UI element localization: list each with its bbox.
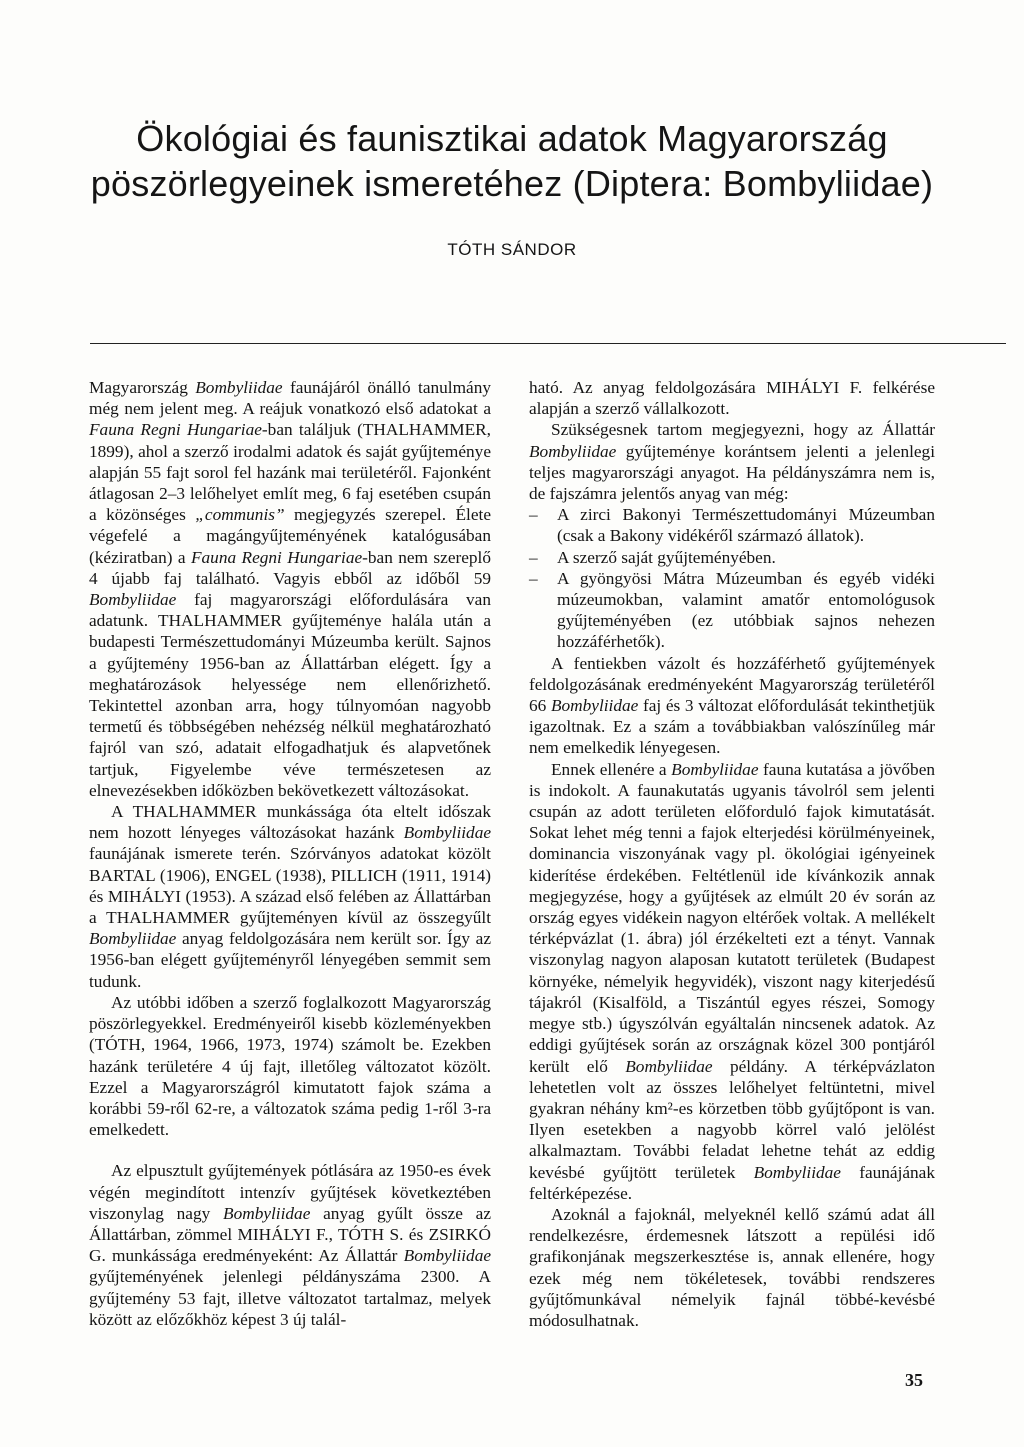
article-title	[0, 116, 1024, 206]
left-column	[89, 377, 491, 1330]
paragraph-3: Az utóbbi időben a szerző foglalkozott Magyarország pöszörlegyekkel. Eredményeiről kisebb közleményekben (TÓTH, 1964, 1966, 1973, 1974) számolt be. Ezekben hazánk területére 4 új fajt, illetőleg változatot közölt. Ezzel a Magyarországról kimutatott fajok száma a korábbi 59-ről 62-re, a változatok száma pedig 1-ről 3-ra emelkedett.	[89, 992, 491, 1140]
paragraph-2: A THALHAMMER munkássága óta eltelt időszak nem hozott lényeges változásokat hazánk Bombyliidae faunájának ismerete terén. Szórványos adatokat közölt BARTAL (1906), ENGEL (1938), PILLICH (1911, 1914) és MIHÁLYI (1953). A század első felében az Állattárban a THALHAMMER gyűjteményen kívül az összegyűlt Bombyliidae anyag feldolgozására nem került sor. Így az 1956-ban elégett gyűjteményről lényegében semmit sem tudunk.	[89, 802, 491, 991]
title-line-2: pöszörlegyeinek ismeretéhez (Diptera: Bombyliidae)	[90, 163, 934, 204]
paragraph-9: Azoknál a fajoknál, melyeknél kellő számú adat áll rendelkezésre, érdemesnek látszott a repülési idő grafikonjának megszerkesztése is, annak ellenére, hogy ezek még nem tökéletesek, további rendszeres gyűjtőmunkával némelyik fajnál többé-kevésbé módosulhatnak.	[529, 1204, 935, 1330]
list-item: – A szerző saját gyűjteményében.	[529, 547, 776, 567]
paragraph-7: A fentiekben vázolt és hozzáférhető gyűjtemények feldolgozásának eredményeként Magyarország területéről 66 Bombyliidae faj és 3 változat előfordulását tekinthetjük igazoltnak. Ez a szám a továbbiakban valószínűleg már nem emelkedik lényegesen.	[529, 653, 935, 758]
header-divider	[90, 343, 1006, 344]
paragraph-4: Az elpusztult gyűjtemények pótlására az 1950-es évek végén megindított intenzív gyűjtések következtében viszonylag nagy Bombyliidae anyag gyűlt össze az Állattárban, zömmel MIHÁLYI F., TÓTH S. és ZSIRKÓ G. munkássága eredményeként: Az Állattár Bombyliidae gyűjteményének jelenlegi példányszáma 2300. A gyűjtemény 53 fajt, illetve változatot tartalmaz, melyek között az előzőkhöz képest 3 új talál-	[89, 1161, 492, 1329]
list-item: – A gyöngyösi Mátra Múzeumban és egyéb vidéki múzeumokban, valamint amatőr entomológusok gyűjteményében (ez utóbbiak sajnos nehezen hozzáférhetők).	[529, 568, 935, 652]
page-number: 35	[905, 1370, 923, 1390]
collections-list	[529, 504, 935, 652]
paragraph-8: Ennek ellenére a Bombyliidae fauna kutatása a jövőben is indokolt. A faunakutatás ugyanis távolról sem jelenti csupán az adott területen előforduló fajok kimutatását. Sokat lehet még tenni a fajok elterjedési körülményeinek, dominancia viszonyának vagy pl. ökológiai igényeinek kiderítése érdekében. Feltétlenül ide kívánkozik annak megjegyzése, hogy a gyűjtések az elmúlt 20 év során az ország egyes vidékein nagyon eltérőek voltak. A mellékelt térképvázlat (1. ábra) jól érzékelteti ezt a tényt. Vannak viszonylag nagyon alaposan kutatott területek (Budapest környéke, némelyik hegyvidék), viszont nagy kiterjedésű tájakról (Kisalföld, a Tiszántúl egyes részei, Somogy megye stb.) úgyszólván egyáltalán nincsenek adatok. Az eddigi gyűjtések során az országnak közel 300 pontjáról került elő Bombyliidae példány. A térképvázlaton lehetetlen volt az összes lelőhelyet feltüntetni, mivel gyakran néhány km²-es körzetben több gyűjtőpont is van. Ilyen esetekben a nagyobb körrel való jelölést alkalmaztam. További feladat lehetne tehát az eddig kevésbé gyűjtött területek Bombyliidae faunájának feltérképezése.	[529, 759, 936, 1203]
paragraph-1: Magyarország Bombyliidae faunájáról önálló tanulmány még nem jelent meg. A reájuk vonatkozó első adatokat a Fauna Regni Hungariae-ban találjuk (THALHAMMER, 1899), ahol a szerző irodalmi adatok és saját gyűjteménye alapján 55 fajt sorol fel hazánk mai területéről. Fajonként átlagosan 2–3 lelőhelyet említ meg, 6 faj esetében csupán a közönséges „communis” megjegyzés szerepel. Élete végefelé a magángyűjteményének katalógusában (kéziratban) a Fauna Regni Hungariae-ban nem szereplő 4 újabb faj található. Vagyis ebből az időből 59 Bombyliidae faj magyarországi előfordulására van adatunk. THALHAMMER gyűjteménye halála után a budapesti Természettudományi Múzeumba került. Sajnos a gyűjtemény 1956-ban az Állattárban elégett. Így a meghatározások helyessége nem ellenőrizhető. Tekintettel azonban arra, hogy túlnyomóan nagyobb termetű és többségében nehézség nélkül meghatározható fajról van szó, adatait elfogadhatjuk és alapvetőnek tartjuk, Figyelembe véve természetesen az elnevezésekben időközben bekövetkezett változásokat.	[89, 378, 491, 800]
author-name: TÓTH SÁNDOR	[447, 240, 577, 259]
title-line-1: Ökológiai és faunisztikai adatok Magyarország	[136, 118, 888, 159]
right-column	[529, 377, 935, 1331]
list-item: – A zirci Bakonyi Természettudományi Múzeumban (csak a Bakony vidékéről származó állatok).	[529, 505, 935, 546]
paragraph-6: Szükségesnek tartom megjegyezni, hogy az Állattár Bombyliidae gyűjteménye korántsem jelenti a jelenlegi teljes magyarországi anyagot. Ha példányszámra nem is, de fajszámra jelentős anyag van még:	[529, 420, 935, 504]
paragraph-5: ható. Az anyag feldolgozására MIHÁLYI F. felkérése alapján a szerző vállalkozott.	[529, 378, 935, 419]
